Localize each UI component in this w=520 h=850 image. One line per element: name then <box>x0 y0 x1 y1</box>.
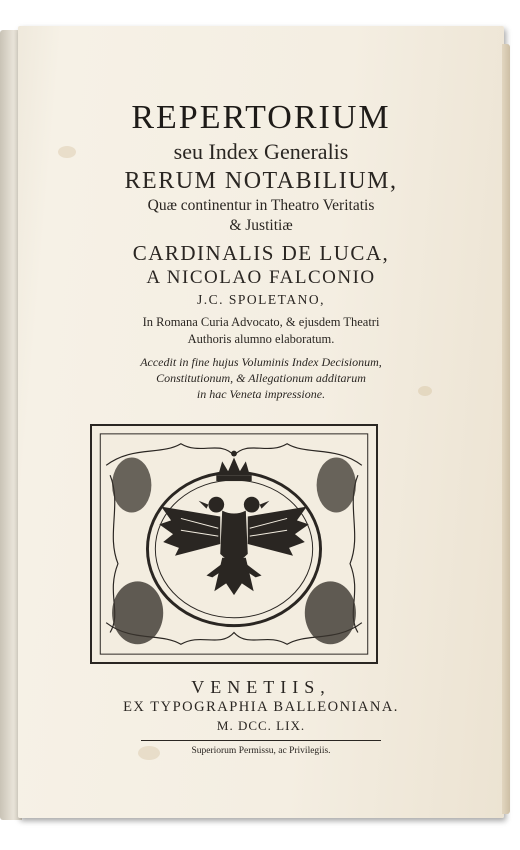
author-line: A NICOLAO FALCONIO <box>146 267 376 288</box>
title-block <box>18 98 504 402</box>
imprint-privilege: Superiorum Permissu, ac Privilegiis. <box>191 746 331 756</box>
double-headed-eagle-icon <box>92 426 376 662</box>
description-line: Authoris alumno elaboratum. <box>187 332 335 346</box>
imprint-city: VENETIIS, <box>191 677 331 697</box>
imprint-block <box>18 676 504 758</box>
imprint-date: M. DCC. LIX. <box>216 718 306 733</box>
note-line: in hac Veneta impressione. <box>196 387 326 401</box>
printer-device-vignette <box>90 424 378 664</box>
subtitle-line: Quæ continentur in Theatro Veritatis <box>147 197 375 214</box>
subtitle-line: & Justitiæ <box>229 217 293 234</box>
author-line: CARDINALIS DE LUCA, <box>132 241 390 265</box>
book-title: REPERTORIUM <box>131 99 391 136</box>
subtitle-line: RERUM NOTABILIUM, <box>124 168 398 194</box>
subtitle-line: seu Index Generalis <box>173 139 349 164</box>
note-line: Constitutionum, & Allegationum additarum <box>156 371 366 385</box>
description-line: In Romana Curia Advocato, & ejusdem Theatri <box>142 315 380 329</box>
imprint-printer: EX TYPOGRAPHIA BALLEONIANA. <box>123 699 399 715</box>
author-line: J.C. SPOLETANO, <box>197 292 325 307</box>
title-page <box>18 26 504 818</box>
note-line: Accedit in fine hujus Voluminis Index Decisionum, <box>140 355 382 369</box>
divider-rule <box>141 740 381 741</box>
